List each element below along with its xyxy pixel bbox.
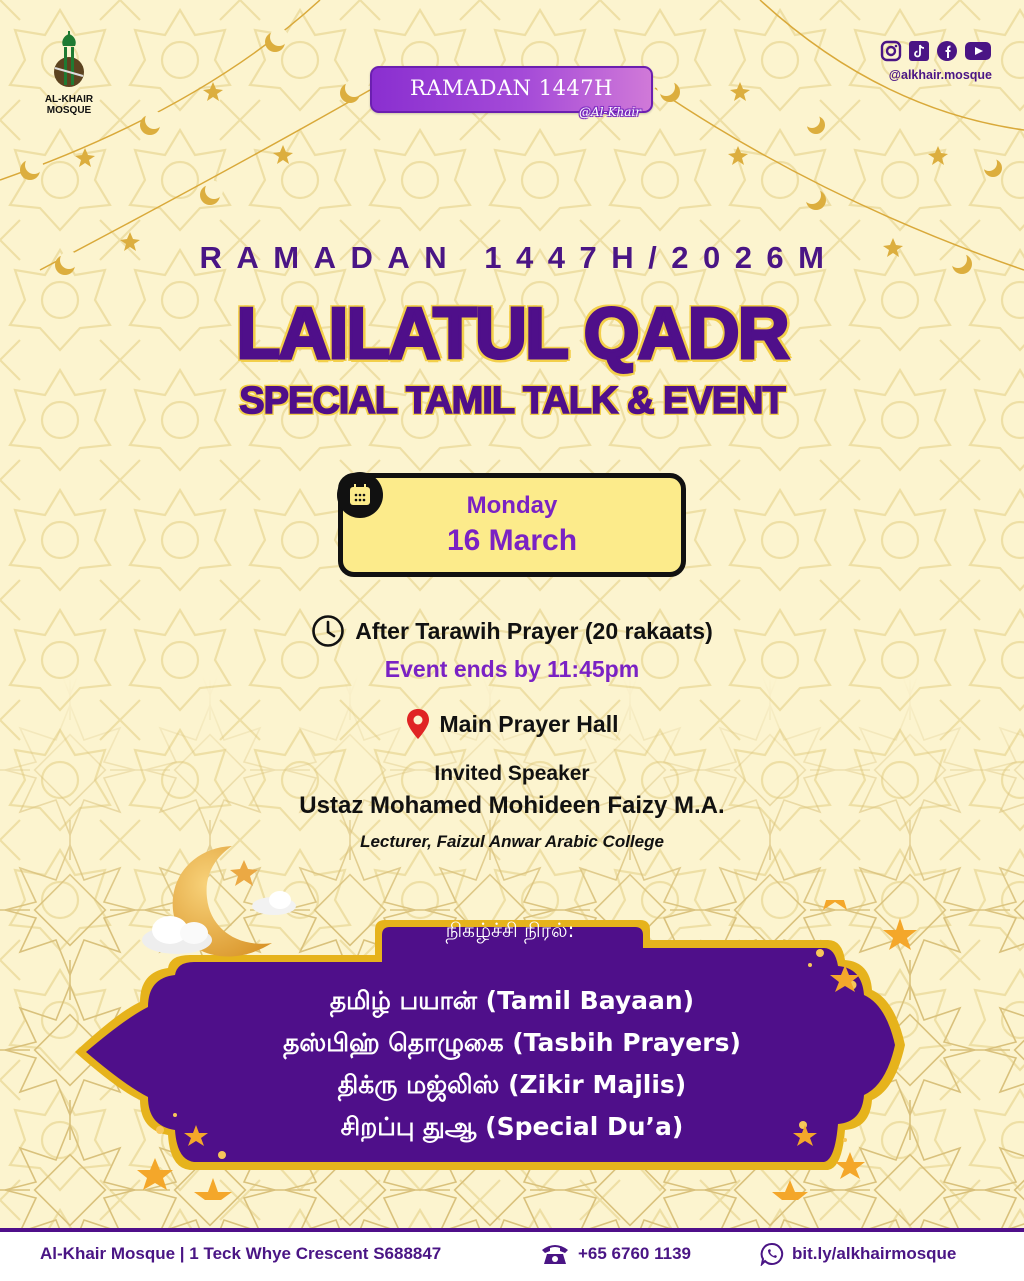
- telephone-icon: [540, 1242, 570, 1266]
- footer-website[interactable]: [760, 1242, 956, 1266]
- end-time-text: Event ends by 11:45pm: [384, 656, 640, 682]
- program-item: சிறப்பு துஆ (Special Du’a): [340, 1112, 684, 1141]
- logo-text: [36, 94, 102, 116]
- date-box: [338, 473, 686, 577]
- crescent-moon-illustration: [132, 838, 312, 968]
- event-day: Monday: [466, 492, 558, 519]
- logo-line-2: MOSQUE: [46, 105, 92, 116]
- sub-title: SPECIAL TAMIL TALK & EVENT: [239, 380, 785, 422]
- clock-icon: [311, 614, 345, 648]
- program-item: தமிழ் பயான் (Tamil Bayaan): [329, 986, 695, 1015]
- ramadan-badge: [370, 66, 653, 119]
- footer-address: Al-Khair Mosque | 1 Teck Whye Crescent S688847: [40, 1244, 442, 1263]
- phone-number[interactable]: +65 6760 1139: [578, 1244, 691, 1263]
- event-time: [0, 614, 1024, 648]
- mosque-emblem-icon: [49, 30, 89, 92]
- tiktok-icon[interactable]: [908, 40, 930, 62]
- event-date: 16 March: [446, 524, 578, 557]
- youtube-icon[interactable]: [964, 40, 992, 62]
- badge-subtitle: @Al-Khair: [579, 105, 641, 119]
- program-item: திக்ரு மஜ்லிஸ் (Zikir Majlis): [337, 1070, 687, 1099]
- program-item: தஸ்பிஹ் தொழுகை (Tasbih Prayers): [283, 1028, 741, 1057]
- footer-phone[interactable]: [540, 1242, 691, 1266]
- facebook-icon[interactable]: [936, 40, 958, 62]
- social-handle[interactable]: @alkhair.mosque: [888, 68, 992, 82]
- social-links: [880, 40, 992, 82]
- event-end-time: [0, 656, 1024, 683]
- speaker-role: Lecturer, Faizul Anwar Arabic College: [360, 832, 664, 851]
- venue-text: Main Prayer Hall: [439, 710, 619, 737]
- year-heading: RAMADAN 1447H/2026M: [199, 240, 839, 275]
- main-title: LAILATUL QADR: [236, 294, 788, 374]
- badge-title: RAMADAN 1447H: [410, 76, 613, 100]
- location-pin-icon: [406, 708, 430, 740]
- time-text: After Tarawih Prayer (20 rakaats): [355, 617, 713, 644]
- program-list: [0, 980, 1024, 1148]
- speaker-label: Invited Speaker: [434, 762, 590, 785]
- whatsapp-icon: [760, 1242, 784, 1266]
- event-venue: [0, 708, 1024, 740]
- logo-line-1: AL-KHAIR: [44, 94, 94, 105]
- website-link[interactable]: bit.ly/alkhairmosque: [792, 1244, 957, 1263]
- instagram-icon[interactable]: [880, 40, 902, 62]
- footer: [0, 1228, 1024, 1281]
- mosque-logo: [36, 30, 102, 116]
- speaker-name: Ustaz Mohamed Mohideen Faizy M.A.: [299, 792, 725, 819]
- calendar-icon: [337, 472, 383, 518]
- program-header: நிகழ்ச்சி நிரல்:: [445, 918, 575, 942]
